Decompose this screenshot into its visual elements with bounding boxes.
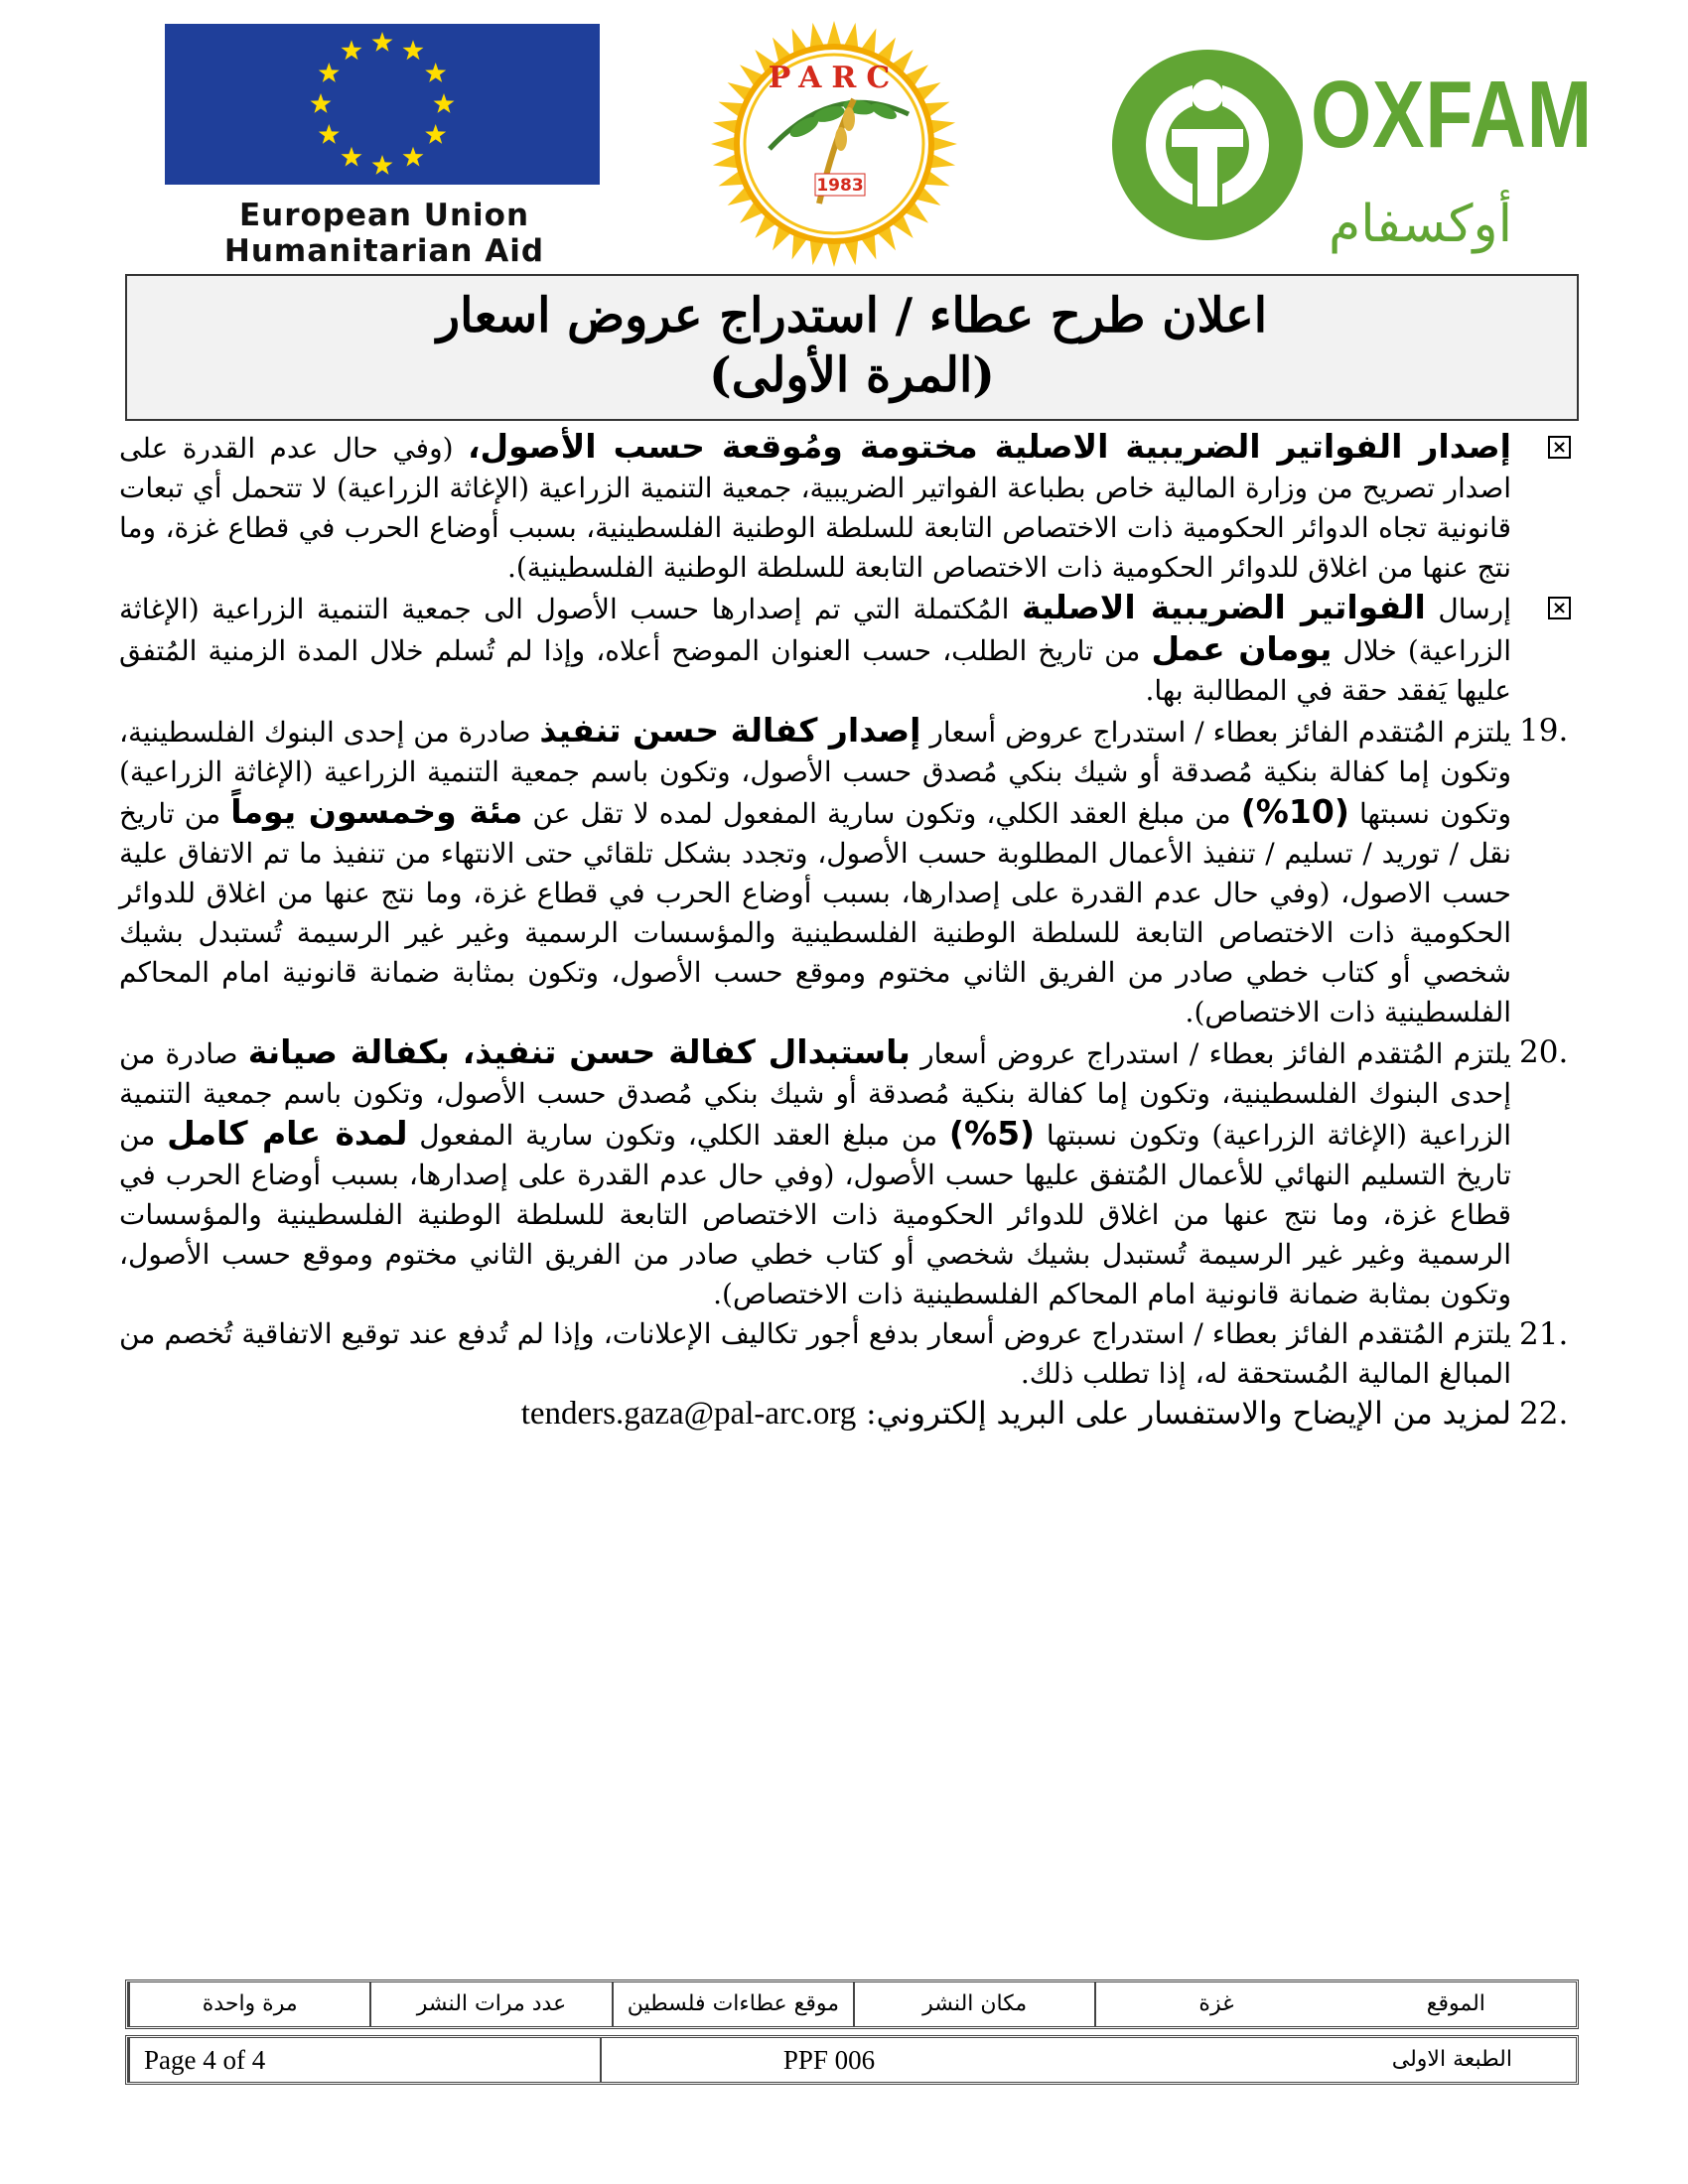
bold-phrase: لمدة عام كامل bbox=[167, 1114, 408, 1153]
text-run: إرسال bbox=[1425, 593, 1511, 625]
item-number: 22. bbox=[1519, 1396, 1569, 1432]
eu-caption-line2: Humanitarian Aid bbox=[223, 233, 545, 269]
bold-phrase: إصدار الفواتير الضريبية الاصلية مختومة ومُوقعة حسب الأصول، bbox=[467, 427, 1511, 466]
conditions-list bbox=[119, 427, 1579, 1433]
checkbox-marker bbox=[1519, 588, 1579, 627]
sun-ray-icon bbox=[711, 137, 735, 151]
footer-page-number: Page 4 of 4 bbox=[128, 2038, 600, 2082]
footer-edition: الطبعة الاولى bbox=[1391, 2047, 1512, 2072]
text-run: صادرة من إحدى البنوك الفلسطينية، وتكون إما كفالة بنكية مُصدقة أو شيك بنكي مُصدق حسب الأصول، وتكون باسم جمعية التنمية الزراعية (الإغاثة الزراعية) وتكون نسبتها bbox=[119, 716, 1511, 830]
footer-cell-location-label: الموقع bbox=[1426, 1991, 1485, 2016]
parc-sun-emblem bbox=[621, 20, 1048, 268]
parc-logo bbox=[621, 20, 1048, 268]
condition-text bbox=[119, 711, 1511, 1032]
footer-cell-publish-place-value: موقع عطاءات فلسطين bbox=[612, 1982, 853, 2026]
item-number: 20. bbox=[1519, 1034, 1569, 1070]
eu-star-icon bbox=[434, 93, 455, 113]
text-run: من مبلغ العقد الكلي، وتكون سارية المفعول bbox=[407, 1119, 949, 1152]
condition-21-advertising-fees bbox=[119, 1314, 1579, 1394]
footer-cell-publish-count-value: مرة واحدة bbox=[128, 1982, 369, 2026]
eu-star-icon bbox=[403, 40, 424, 60]
announcement-title-box bbox=[125, 274, 1579, 421]
eu-flag bbox=[165, 24, 600, 185]
eu-star-icon bbox=[319, 124, 340, 144]
condition-tax-invoices-send bbox=[119, 588, 1579, 711]
text-run: من تاريخ التسليم النهائي للأعمال المُتفق عليها حسب الأصول، (وفي حال عدم القدرة على إصدارها، بسبب أوضاع الحرب في قطاع غزة، وما نتج عنها من اغلاق للدوائر الحكومية ذات الاختصاص التابعة للسلطة الوطنية الفلسطينية والمؤسسات الرسمية وغير غير الرسيمة تُستبدل بشيك شخصي أو كتاب خطي صادر من الفريق الثاني مختوم وموقع حسب الأصول، وتكون بمثابة ضمانة قانونية امام المحاكم الفلسطينية ذات الاختصاص). bbox=[119, 1119, 1511, 1310]
text-run: المُكتملة التي تم إصدارها حسب الأصول الى جمعية التنمية الزراعية (الإغاثة الزراعية) خلال bbox=[119, 593, 1512, 667]
contact-email-link[interactable]: tenders.gaza@pal-arc.org bbox=[520, 1396, 857, 1432]
condition-20-maintenance-guarantee bbox=[119, 1032, 1579, 1314]
eu-star-icon bbox=[342, 40, 362, 60]
document-footer-table bbox=[125, 1979, 1579, 2085]
sun-ray-icon bbox=[827, 243, 841, 267]
footer-form-code: PPF 006 bbox=[600, 2038, 1057, 2082]
eu-star-icon bbox=[372, 32, 393, 52]
sun-ray-icon bbox=[713, 154, 738, 168]
text-run: صادرة من إحدى البنوك الفلسطينية، وتكون إما كفالة بنكية مُصدقة أو شيك بنكي مُصدق حسب الأصول، وتكون باسم جمعية التنمية الزراعية (الإغاثة الزراعية) وتكون نسبتها bbox=[119, 1037, 1512, 1152]
oxfam-arabic-wordmark: أوكسفام bbox=[1329, 195, 1513, 254]
text-run: من تاريخ الطلب، حسب العنوان الموضح أعلاه، وإذا لم تُسلم خلال المدة الزمنية المُتفق عليها يَفقد حقة في المطالبة بها. bbox=[119, 634, 1511, 707]
text-run: يلتزم المُتقدم الفائز بعطاء / استدراج عروض أسعار bbox=[910, 1037, 1511, 1070]
text-run: من مبلغ العقد الكلي، وتكون سارية المفعول لمده لا تقل عن bbox=[522, 797, 1241, 830]
document-control-row bbox=[125, 2035, 1579, 2085]
eu-stars bbox=[165, 24, 600, 185]
bold-phrase: مئة وخمسون يوماً bbox=[230, 792, 523, 831]
oxfam-logo bbox=[1112, 38, 1594, 261]
sun-ray-icon bbox=[844, 240, 858, 265]
condition-text bbox=[119, 427, 1511, 588]
condition-tax-invoices-issue bbox=[119, 427, 1579, 588]
eu-caption-line1: European Union bbox=[238, 198, 530, 233]
sun-ray-icon bbox=[933, 137, 957, 151]
bold-phrase: باستبدال كفالة حسن تنفيذ، بكفالة صيانة bbox=[247, 1032, 911, 1071]
eu-star-icon bbox=[403, 147, 424, 167]
eu-star-icon bbox=[319, 63, 340, 82]
sun-ray-icon bbox=[930, 154, 955, 168]
condition-19-performance-guarantee bbox=[119, 711, 1579, 1032]
oxfam-circle-icon bbox=[1112, 38, 1311, 251]
text-run: من تاريخ نقل / توريد / تسليم / تنفيذ الأعمال المطلوبة حسب الأصول، وتجدد بشكل تلقائي حتى الانتهاء من تنفيذ ما تم الاتفاق علية حسب الاصول، (وفي حال عدم القدرة على إصدارها، بسبب أوضاع الحرب في قطاع غزة، وما نتج عنها من اغلاق للدوائر الحكومية ذات الاختصاص التابعة للسلطة الوطنية الفلسطينية والمؤسسات الرسمية وغير غير الرسيمة تُستبدل بشيك شخصي أو كتاب خطي صادر من الفريق الثاني مختوم وموقع حسب الأصول، وتكون بمثابة ضمانة قانونية امام المحاكم الفلسطينية ذات الاختصاص). bbox=[119, 797, 1511, 1028]
item-number: 21. bbox=[1519, 1316, 1569, 1352]
text-run: لمزيد من الإيضاح والاستفسار على البريد إلكتروني: bbox=[856, 1396, 1511, 1432]
condition-text bbox=[119, 1394, 1511, 1433]
eu-star-icon bbox=[425, 63, 446, 82]
sun-ray-icon bbox=[930, 120, 955, 134]
logo-strip bbox=[119, 20, 1594, 269]
footer-cell-publish-place-label: مكان النشر bbox=[853, 1982, 1094, 2026]
checkbox-marker bbox=[1519, 427, 1579, 467]
bold-phrase: إصدار كفالة حسن تنفيذ bbox=[539, 711, 921, 750]
checked-box-icon: × bbox=[1548, 436, 1571, 459]
condition-text bbox=[119, 1032, 1511, 1314]
footer-cell-publish-count-label: عدد مرات النشر bbox=[369, 1982, 611, 2026]
eu-star-icon bbox=[425, 124, 446, 144]
announcement-subtitle: (المرة الأولى) bbox=[709, 347, 995, 403]
oxfam-wordmark: OXFAM bbox=[1311, 62, 1594, 168]
condition-text: يلتزم المُتقدم الفائز بعطاء / استدراج عروض أسعار بدفع أجور تكاليف الإعلانات، وإذا لم تُدفع عند توقيع الاتفاقية تُخصم من المبالغ المالية المُستحقة له، إذا تطلب ذلك. bbox=[119, 1317, 1511, 1390]
eu-star-icon bbox=[372, 155, 393, 175]
condition-text bbox=[119, 588, 1511, 711]
eu-star-icon bbox=[342, 147, 362, 167]
announcement-title: اعلان طرح عطاء / استدراج عروض اسعار bbox=[436, 288, 1268, 343]
eu-caption bbox=[143, 198, 626, 269]
footer-cell-location-value: غزة bbox=[1094, 1982, 1336, 2026]
checked-box-icon: × bbox=[1548, 597, 1571, 619]
bold-phrase: الفواتير الضريبية الاصلية bbox=[1021, 588, 1426, 626]
sun-ray-icon bbox=[810, 23, 824, 48]
eu-humanitarian-aid-logo bbox=[143, 24, 600, 267]
bold-phrase: (10%) bbox=[1240, 792, 1349, 831]
parc-letters: PARC bbox=[768, 61, 901, 95]
eu-star-icon bbox=[311, 93, 332, 113]
parc-year: 1983 bbox=[816, 176, 864, 196]
sun-ray-icon bbox=[844, 23, 858, 48]
text-run: (وفي حال عدم القدرة على اصدار تصريح من وزارة المالية خاص بطباعة الفواتير الضريبية، جمعية التنمية الزراعية (الإغاثة الزراعية) لا تتحمل أي تبعات قانونية تجاه الدوائر الحكومية ذات الاختصاص التابعة للسلطة الوطنية الفلسطينية، بسبب أوضاع الحرب في قطاع غزة، وما نتج عنها من اغلاق للدوائر الحكومية ذات الاختصاص التابعة للسلطة الوطنية الفلسطينية). bbox=[119, 432, 1511, 584]
bold-phrase: يومان عمل bbox=[1151, 629, 1333, 668]
sun-ray-icon bbox=[713, 120, 738, 134]
publication-info-row bbox=[125, 1979, 1579, 2029]
text-run: يلتزم المُتقدم الفائز بعطاء / استدراج عروض أسعار bbox=[920, 716, 1512, 749]
sun-ray-icon bbox=[827, 21, 841, 45]
bold-phrase: (5%) bbox=[948, 1114, 1036, 1153]
condition-22-contact bbox=[119, 1394, 1579, 1433]
sun-ray-icon bbox=[810, 240, 824, 265]
item-number: 19. bbox=[1519, 713, 1569, 749]
